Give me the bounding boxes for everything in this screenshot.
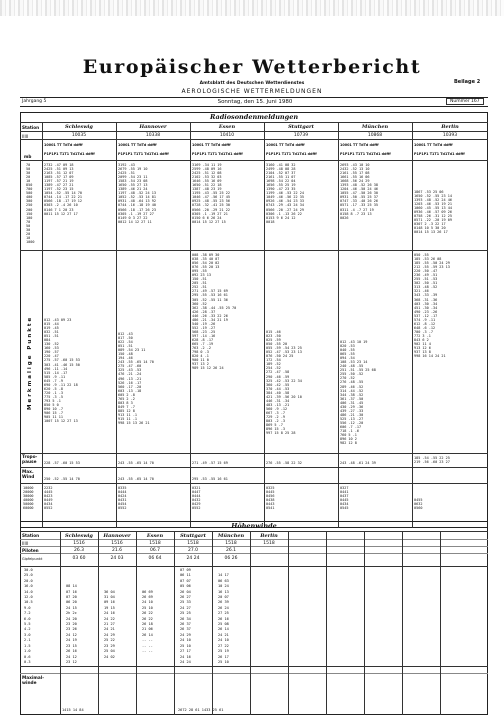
station-name: München — [361, 124, 389, 130]
divider — [20, 539, 488, 540]
max-wind-label: Max. Wind — [22, 470, 35, 480]
station-name: München — [217, 533, 245, 539]
maxwind-hannover: 243 -55 -65 14 70 — [118, 477, 154, 481]
summit-value: 03 60 — [72, 556, 86, 561]
station-code: 10410 — [219, 133, 235, 138]
station-name: Hannover — [103, 533, 131, 539]
std-levels-stuttgart: 3160 -41 08 32 2499 -48 08 28 2104 -52 07 37 2161 -55 11 07 1698 -54 22 04 1656 -55 25 19 1390 -47 23 35 1199 -46 -53 22 24 1049 -46 -56 22 35 0926 -46 -54 23 33 0743 -29 -43 24 34 0566 -20 -27 24 29 0306 -1 -13 26 22 0153 9 6 24 12 0018 — [266, 163, 304, 224]
publisher-line: Amtsblatt des Deutschen Wetterdienstes — [199, 81, 305, 86]
col-divider — [42, 122, 43, 528]
pilot-value: 26.3 — [73, 548, 85, 553]
station-code: 10739 — [293, 133, 309, 138]
sig-points-schleswig: 012 -43 09 23 015 -44 019 -45 032 -51 051 -51 084 130 -52 160 -53 190 -57 220 -47 275 -57 -60 15 53 303 -41 -46 15 50 496 -11 -14 515 -14 -17 585 -9 -11 645 -7 -9 690 -9 -11 22 18 620 -5 -8 720 -1 -3 775 -3 -5 793 5 -1 850 5 0 890 10 -7 906 15 -7 905 11 11 1007 15 12 27 13 — [44, 318, 80, 424]
low-muenchen: 0327 0441 0437 0445 0434 0545 — [340, 486, 349, 511]
column-header: P1P1P1 T1T1 Td1Td1 ddfff — [192, 152, 243, 156]
winds-muenchen: 14 17 06 63 10 24 16 13 20 07 26 39 26 24 27 25 26 16 25 08 26 14 24 21 24 10 27 22 25 19 26 17 25 10 — [218, 573, 229, 664]
col-divider — [364, 531, 365, 715]
col-divider — [338, 122, 339, 528]
tropo-muenchen: 243 -48 -61 24 39 — [340, 461, 376, 465]
column-header: P1P1P1 T1T1 Td1Td1 ddfff — [340, 152, 391, 156]
col-divider — [288, 531, 289, 715]
maxwinds-schleswig: 1415 14 84 — [62, 708, 84, 712]
station-name: Schleswig — [65, 124, 93, 130]
supplement-label: Beilage 2 — [454, 79, 481, 85]
pilot-value: 21.6 — [111, 548, 123, 553]
col-divider — [250, 531, 251, 715]
col-divider — [264, 122, 265, 528]
scan-noise — [0, 0, 504, 16]
issue-number: Nummer 167 — [446, 98, 484, 105]
divider — [20, 250, 488, 251]
divider — [20, 122, 488, 123]
column-header: 10001 TT TdTd ddfff — [266, 143, 305, 147]
tropo-essen: 271 -49 -57 15 69 — [192, 461, 228, 465]
summit-value: 06 26 — [224, 556, 238, 561]
station-code: 10393 — [442, 133, 458, 138]
summit-value: 24 03 — [110, 556, 124, 561]
mb-label: mb — [24, 154, 32, 159]
col-divider — [190, 122, 191, 528]
station-code: 1516 — [111, 541, 123, 546]
maxwind-schleswig: 250 -52 -55 14 70 — [44, 477, 80, 481]
tropo-schleswig: 228 -57 -60 15 53 — [44, 461, 80, 465]
station-label: Station — [22, 533, 40, 538]
upper-winds-title: Höhenwinde — [231, 522, 277, 530]
divider — [20, 553, 488, 554]
col-divider — [326, 531, 327, 715]
maxwinds-stuttgart: 2672 28 61 1433 25 61 — [178, 708, 224, 712]
volume-label: Jahrgang 5 — [22, 99, 47, 104]
top-rule — [20, 97, 488, 98]
column-header: 10001 TT TdTd ddfff — [340, 143, 379, 147]
date-rule — [20, 106, 488, 107]
station-name: Berlin — [260, 533, 278, 539]
divider — [20, 160, 488, 161]
page-title: Europäischer Wetterbericht — [82, 56, 422, 78]
summit-value: 06 64 — [148, 556, 162, 561]
summit-label: Gipfelpunkt — [22, 557, 43, 561]
date-line: Sonntag, den 15. Juni 1980 — [217, 99, 293, 105]
col-divider — [412, 122, 413, 528]
winds-essen: 06 69 26 69 24 10 25 10 26 22 26 22 26 18 21 06 26 14 -- -- -- -- -- -- — [142, 589, 153, 654]
winds-stuttgart: 07 09 06 11 07 07 05 06 26 04 26 27 25 33 24 27 25 25 26 34 26 37 26 37 24 29 24 10 25 10 27 17 24 16 24 24 — [180, 568, 191, 664]
pilot-value: 27.0 — [187, 548, 199, 553]
radiosonde-title: Radiosondenmeldungen — [209, 113, 299, 121]
low-berlin: 0455 0632 0560 — [414, 498, 423, 511]
sig-points-muenchen: 012 -43 10 19 020 -53 040 -55 065 -55 094 -54 108 -53 23 14 240 -48 -55 251 -51 -55 25 68 255 -50 -52 270 -52 276 -48 -55 289 -46 -52 314 -44 -52 344 -38 -52 361 -37 -50 406 -31 -45 430 -29 -36 439 -27 -33 486 -21 -30 525 -13 -27 556 -12 -20 606 -7 -17 718 -1 -6 760 5 -1 896 10 2 982 12 8 — [340, 340, 376, 446]
divider — [20, 566, 488, 567]
winds-hannover: 36 04 31 04 09 16 19 15 24 16 24 22 21 27 24 21 24 29 25 22 23 29 25 04 24 02 — [104, 589, 115, 659]
column-header: P1P1P1 T1T1 Td1Td1 ddfff — [414, 152, 465, 156]
station-code: 1518 — [187, 541, 199, 546]
low-stuttgart: 0325 0445 0456 0438 0443 0541 — [266, 486, 275, 511]
low-essen: 0321 0447 0444 0432 0429 0552 — [192, 486, 201, 511]
sig-points-essen: 008 -38 09 30 038 -35 40 07 056 -54 20 02 076 -55 20 13 095 -55 092 23 13 150 -51 205 -51 252 -51 271 -49 -57 15 69 295 -55 -53 16 61 305 -52 -55 11 36 360 -52 362 -38 -44 -55 25 70 426 -28 -37 446 -26 -33 22 26 486 -21 -34 21 19 540 -19 -26 552 -19 -27 568 -23 -25 597 -14 -16 628 -8 -17 665 -7 -19 763 -2 -2 798 0 -3 820 4 -1 900 11 0 937 13 2 989 15 12 26 24 — [192, 253, 237, 371]
station-code: 10338 — [145, 133, 161, 138]
col-divider — [402, 531, 403, 715]
col-divider — [440, 531, 441, 715]
station-name: Berlin — [441, 124, 459, 130]
station-name: Hannover — [139, 124, 167, 130]
divider — [20, 666, 488, 667]
station-code: 1518 — [149, 541, 161, 546]
column-header: P1P1P1 T1T1 Td1Td1 ddfff — [118, 152, 169, 156]
station-name: Essen — [218, 124, 236, 130]
col-divider — [116, 122, 117, 528]
std-levels-berlin: 1867 -53 25 06 1650 -52 -55 23 14 1393 -48 -52 24 46 1203 -46 -53 19 21 1060 -45 -55 13 44 0936 -46 -57 09 26 0758 -26 -31 12 25 0571 -22 -20 19 09 0307 2 -3 22 17 0148 10 5 30 20 0014 15 13 26 17 — [414, 190, 452, 235]
column-header: P1P1P1 T1T1 Td1Td1 ddfff — [44, 152, 95, 156]
divider — [20, 673, 488, 674]
low-schleswig: 2232 4445 0423 0449 0434 0552 — [44, 486, 53, 511]
pilot-label: Piloten — [22, 548, 39, 553]
station-name: Schleswig — [65, 533, 93, 539]
column-header: 10001 TT TdTd ddfff — [118, 143, 157, 147]
iiiii-label: IIIII — [22, 134, 29, 139]
station-code: 10868 — [367, 133, 383, 138]
low-hannover: 0335 0444 0424 0431 0454 0552 — [118, 486, 127, 511]
divider — [20, 467, 488, 468]
station-name: Stuttgart — [180, 533, 206, 539]
station-name: Essen — [146, 533, 164, 539]
low-levels: 10000 20000 30000 40000 50000 60000 — [23, 486, 34, 511]
divider — [20, 483, 488, 484]
divider — [20, 546, 488, 547]
divider — [20, 139, 488, 140]
section-subtitle: AEROLOGISCHE WETTERMELDUNGEN — [181, 88, 323, 95]
station-name: Stuttgart — [288, 124, 314, 130]
tropo-hannover: 243 -55 -65 14 70 — [118, 461, 154, 465]
pilot-value: 06.7 — [149, 548, 161, 553]
pressure-levels: 70 50 30 20 10 850 700 500 400 300 250 200 150 100 70 50 30 20 10 1000 — [26, 163, 35, 244]
station-code: 1518 — [263, 541, 275, 546]
divider — [20, 131, 488, 132]
sig-points-stuttgart: 015 -46 023 -50 025 -59 050 -55 20 055 -59 -54 23 25 052 -47 -53 23 13 076 -50 24 25 172 -54 189 -52 254 -52 272 -47 -58 290 -46 -59 325 -42 -53 22 34 360 -42 -55 370 -44 -53 384 -40 -58 421 -39 -56 20 10 446 -31 -34 483 -13 -21 560 -9 -12 667 -3 -7 729 -2 -9 803 -2 -3 869 5 -7 896 15 -3 997 15 8 25 28 — [266, 330, 302, 436]
pilot-value: 26.1 — [225, 548, 237, 553]
sig-points-berlin: 050 -55 185 -53 26 08 185 -55 -50 24 29 212 -55 -59 23 13 220 -50 -47 236 -49 -51 255 -51 -53 302 -50 -51 313 -48 -52 321 -46 343 -33 -39 368 -31 -36 403 -30 -34 451 -30 -34 490 -23 -26 537 -12 -17 574 -9 -11 612 -8 -12 648 -6 -12 700 -3 -7 772 3 -1 843 6 2 902 11 4 913 12 6 937 13 8 998 16 14 24 21 — [414, 253, 450, 359]
std-levels-schleswig: 2732 -47 09 18 2425 -51 09 13 2163 -51 12 07 1085 -57 17 09 1197 -57 21 19 1389 -47 27 21 1197 -52 23 15 1054 -52 -55 14 70 0744 -14 -17 22 21 0566 -18 -17 19 12 0303 -2 -4 26 10 0146 7 1 20 23 0011 15 12 27 17 — [44, 163, 82, 216]
max-winds-label: Maximal-winde — [22, 676, 45, 686]
tropopause-label: Tropo-pause — [22, 455, 38, 465]
station-code: 1518 — [225, 541, 237, 546]
divider — [20, 531, 488, 532]
summit-value: 24 24 — [186, 556, 200, 561]
divider — [20, 453, 488, 454]
station-label: Station — [22, 125, 40, 130]
tropo-berlin: 185 -54 -55 22 25 219 -56 -60 23 27 — [414, 456, 450, 465]
column-header: P1P1P1 T1T1 Td1Td1 ddfff — [266, 152, 317, 156]
station-code: 10035 — [71, 133, 87, 138]
winds-schleswig: 08 14 07 16 07 20 06 20 24 15 2h 2c 24 20 23 20 23 26 24 12 24 19 23 15 26 16 24 12 23 12 — [66, 584, 77, 664]
iiiii-label: IIIII — [22, 541, 29, 546]
maxwind-essen: 295 -53 -55 16 61 — [192, 477, 228, 481]
station-code: 1516 — [73, 541, 85, 546]
column-header: 10001 TT TdTd ddfff — [192, 143, 231, 147]
significant-points-label: Merkmalige Punkte — [27, 315, 33, 410]
std-levels-hannover: 3192 -43 2679 -55 19 10 2425 -51 2099 -54 23 11 1583 -54 23 08 1650 -55 27 13 1389 -46 21 24 1197 -48 -52 24 13 1052 -52 -53 14 81 0931 -48 -64 13 92 0744 -16 -18 19 40 0566 -18 -17 26 23 0305 -1 -19 27 27 0149 0 3 27 22 0012 14 12 27 11 — [118, 163, 156, 224]
column-header: 10001 TT TdTd ddfff — [414, 143, 453, 147]
tropo-stuttgart: 276 -55 -58 22 32 — [266, 461, 302, 465]
sig-points-hannover: 012 -43 017 -50 022 -54 051 -51 089 -54 23 11 150 -48 194 -46 243 -55 -65 14 70 275 -47 -60 325 -43 -53 476 -21 -24 496 -13 -21 526 -16 -17 560 -17 -20 603 -13 -18 605 2 -8 765 2 -2 803 8 3 849 7 -7 885 12 8 913 11 -1 915 11 -1 998 15 13 26 21 — [118, 332, 154, 426]
column-header: 10001 TT TdTd ddfff — [44, 143, 83, 147]
std-levels-essen: 3169 -34 11 19 2599 -48 09 16 2425 -51 12 08 2102 -53 32 03 1646 -55 16 09 1650 -51 22 18 1387 -48 23 19 1195 -43 -55 25 22 1046 -47 -56 17 45 0925 -48 -55 23 56 0728 -32 -41 25 30 0566 -20 -29 21 22 0305 -1 -19 27 21 0150 6 6 26 24 0014 15 12 27 15 — [192, 163, 230, 224]
std-levels-muenchen: 2693 -43 10 10 2432 -52 13 10 2161 -55 17 08 1661 -55 16 06 1668 -56 24 29 1393 -48 -52 26 38 1204 -46 -50 24 46 1055 -47 -50 26 30 0931 -50 -55 25 37 0747 -33 -40 26 26 0571 -17 -33 25 35 0311 -4 -7 27 19 0158 8 -7 23 13 0026 — [340, 163, 378, 220]
wind-levels: 30.0 25.0 20.0 16.0 14.0 12.0 10.5 9.0 7.2 6.0 5.5 4.2 3.0 2.1 1.5 1.0 0.6 0.3 — [24, 568, 33, 664]
